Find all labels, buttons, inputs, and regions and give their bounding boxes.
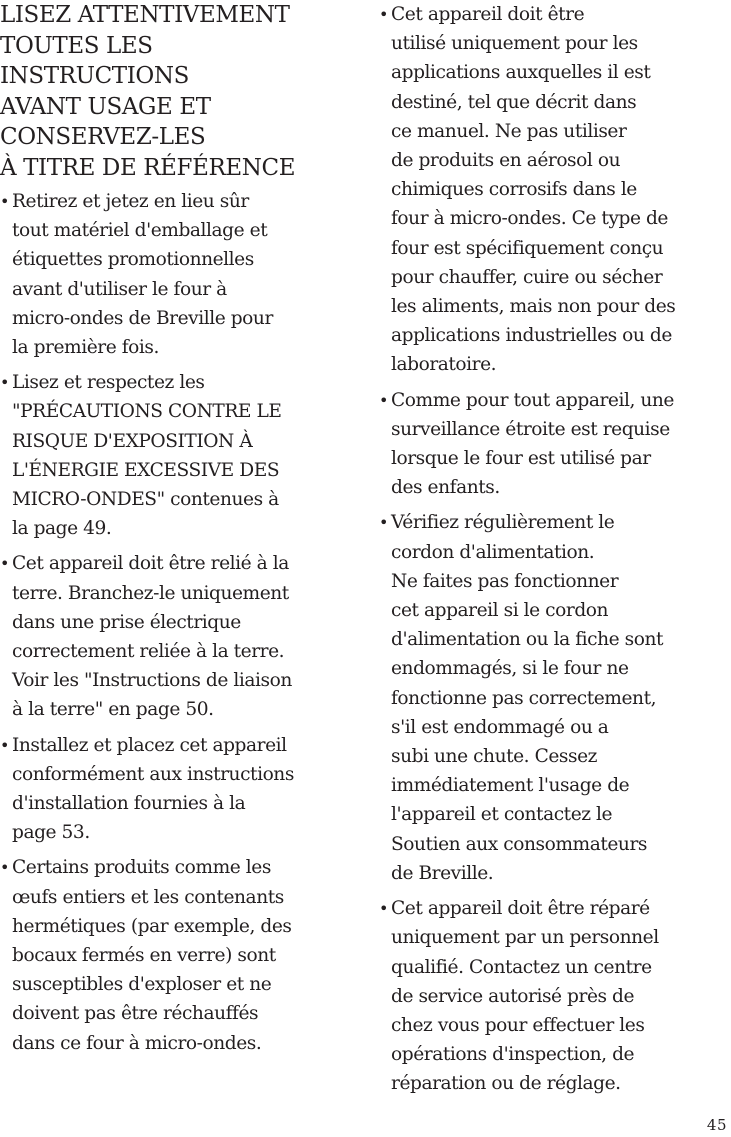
bullet-text-line: destiné, tel que décrit dans: [391, 91, 637, 113]
bullet-marker: •: [0, 192, 9, 211]
bullet-item: [0, 731, 352, 848]
bullet-text-line: doivent pas être réchauffés: [12, 1003, 259, 1025]
bullet-text-line: terre. Branchez-le uniquement: [12, 582, 289, 604]
bullet-text-line: étiquettes promotionnelles: [12, 249, 254, 271]
bullet-text-line: subi une chute. Cessez: [391, 746, 598, 768]
heading-line: TOUTES LES: [0, 32, 153, 59]
heading-line: AVANT USAGE ET: [0, 93, 211, 120]
left-column: [0, 0, 352, 1064]
bullet-text-line: les aliments, mais non pour des: [391, 296, 676, 318]
bullet-text-line: cordon d'alimentation.: [391, 541, 595, 563]
bullet-marker: •: [379, 513, 388, 533]
bullet-text-line: applications auxquelles il est: [391, 62, 651, 84]
heading-line: À TITRE DE RÉFÉRENCE: [0, 154, 296, 181]
bullet-text-line: Cet appareil doit être réparé: [391, 898, 650, 920]
heading-line: CONSERVEZ-LES: [0, 124, 206, 150]
bullet-text-line: s'il est endommagé ou a: [391, 716, 609, 738]
bullet-marker: •: [379, 390, 388, 410]
bullet-text-line: d'installation fournies à la: [12, 793, 246, 815]
bullet-marker: •: [0, 373, 9, 393]
bullet-text-line: page 53.: [12, 822, 90, 844]
heading-line: LISEZ ATTENTIVEMENT: [0, 2, 290, 28]
bullet-text-line: l'appareil et contactez le: [391, 804, 613, 826]
bullet-item: [379, 0, 731, 380]
bullet-marker: •: [0, 554, 9, 574]
bullet-item: [0, 549, 352, 724]
bullet-text-line: la première fois.: [12, 337, 159, 359]
bullet-text-line: ce manuel. Ne pas utiliser: [391, 120, 627, 142]
bullet-text-line: RISQUE D'EXPOSITION À: [12, 430, 253, 452]
bullet-item: [379, 894, 731, 1098]
bullet-text-line: Cet appareil doit être: [391, 4, 585, 25]
bullet-item: [0, 187, 352, 362]
bullet-text-line: cet appareil si le cordon: [391, 600, 609, 622]
bullet-text-line: utilisé uniquement pour les: [391, 33, 638, 55]
bullet-text-line: opérations d'inspection, de: [391, 1044, 635, 1066]
bullet-text-line: dans ce four à micro-ondes.: [12, 1032, 262, 1054]
bullet-text-line: uniquement par un personnel: [391, 927, 659, 949]
bullet-text-line: immédiatement l'usage de: [391, 775, 630, 797]
bullet-text-line: susceptibles d'exploser et ne: [12, 974, 272, 996]
bullet-text-line: micro-ondes de Breville pour: [12, 307, 273, 329]
bullet-text-line: Ne faites pas fonctionner: [391, 570, 619, 592]
bullet-text-line: endommagés, si le four ne: [391, 658, 629, 680]
bullet-text-line: applications industrielles ou de: [391, 325, 672, 347]
heading-line: INSTRUCTIONS: [0, 63, 189, 89]
bullet-text-line: Voir les "Instructions de liaison: [12, 670, 292, 692]
bullet-item: [0, 853, 352, 1057]
bullet-text-line: de service autorisé près de: [391, 985, 635, 1007]
bullet-marker: •: [379, 5, 388, 24]
bullet-text-line: pour chauffer, cuire ou sécher: [391, 266, 663, 288]
bullet-text-line: de Breville.: [391, 862, 494, 884]
bullet-text-line: dans une prise électrique: [12, 611, 241, 633]
bullet-text-line: Vérifiez régulièrement le: [391, 512, 615, 534]
bullet-text-line: avant d'utiliser le four à: [12, 278, 227, 300]
bullet-text-line: chez vous pour effectuer les: [391, 1014, 645, 1036]
bullet-text-line: Cet appareil doit être relié à la: [12, 553, 289, 575]
bullet-text-line: hermétiques (par exemple, des: [12, 915, 292, 937]
bullet-text-line: Lisez et respectez les: [12, 372, 205, 394]
bullet-item: [379, 386, 731, 503]
bullet-text-line: la page 49.: [12, 518, 112, 540]
bullet-text-line: Retirez et jetez en lieu sûr: [12, 191, 249, 212]
bullet-marker: •: [379, 899, 388, 919]
left-bullet-list: [0, 187, 352, 1058]
bullet-text-line: four à micro-ondes. Ce type de: [391, 208, 668, 230]
bullet-text-line: de produits en aérosol ou: [391, 150, 621, 172]
bullet-text-line: Comme pour tout appareil, une: [391, 389, 674, 411]
right-bullet-list: [379, 0, 731, 1099]
bullet-text-line: four est spécifiquement conçu: [391, 237, 664, 259]
bullet-text-line: des enfants.: [391, 477, 500, 499]
bullet-text-line: conformément aux instructions: [12, 763, 294, 785]
bullet-marker: •: [0, 735, 9, 755]
bullet-text-line: Soutien aux consommateurs: [391, 833, 647, 855]
section-heading: [0, 0, 352, 183]
bullet-text-line: réparation ou de réglage.: [391, 1073, 621, 1095]
bullet-text-line: à la terre" en page 50.: [12, 699, 214, 721]
bullet-marker: •: [0, 858, 9, 878]
page-number: 45: [706, 1116, 727, 1134]
bullet-text-line: "PRÉCAUTIONS CONTRE LE: [12, 401, 282, 423]
bullet-text-line: qualifié. Contactez un centre: [391, 956, 652, 978]
bullet-item: [0, 368, 352, 543]
bullet-text-line: chimiques corrosifs dans le: [391, 179, 637, 201]
right-column: [379, 0, 731, 1105]
bullet-text-line: Certains produits comme les: [12, 857, 271, 879]
bullet-text-line: fonctionne pas correctement,: [391, 687, 657, 709]
bullet-text-line: laboratoire.: [391, 354, 497, 376]
bullet-text-line: tout matériel d'emballage et: [12, 220, 268, 242]
bullet-text-line: Installez et placez cet appareil: [12, 734, 287, 756]
bullet-text-line: bocaux fermés en verre) sont: [12, 945, 276, 967]
bullet-text-line: lorsque le four est utilisé par: [391, 448, 651, 470]
bullet-text-line: d'alimentation ou la fiche sont: [391, 629, 664, 651]
bullet-text-line: MICRO-ONDES" contenues à: [12, 489, 279, 511]
bullet-item: [379, 508, 731, 888]
bullet-text-line: surveillance étroite est requise: [391, 418, 670, 440]
bullet-text-line: œufs entiers et les contenants: [12, 886, 284, 908]
bullet-text-line: L'ÉNERGIE EXCESSIVE DES: [12, 459, 280, 481]
bullet-text-line: correctement reliée à la terre.: [12, 641, 285, 663]
